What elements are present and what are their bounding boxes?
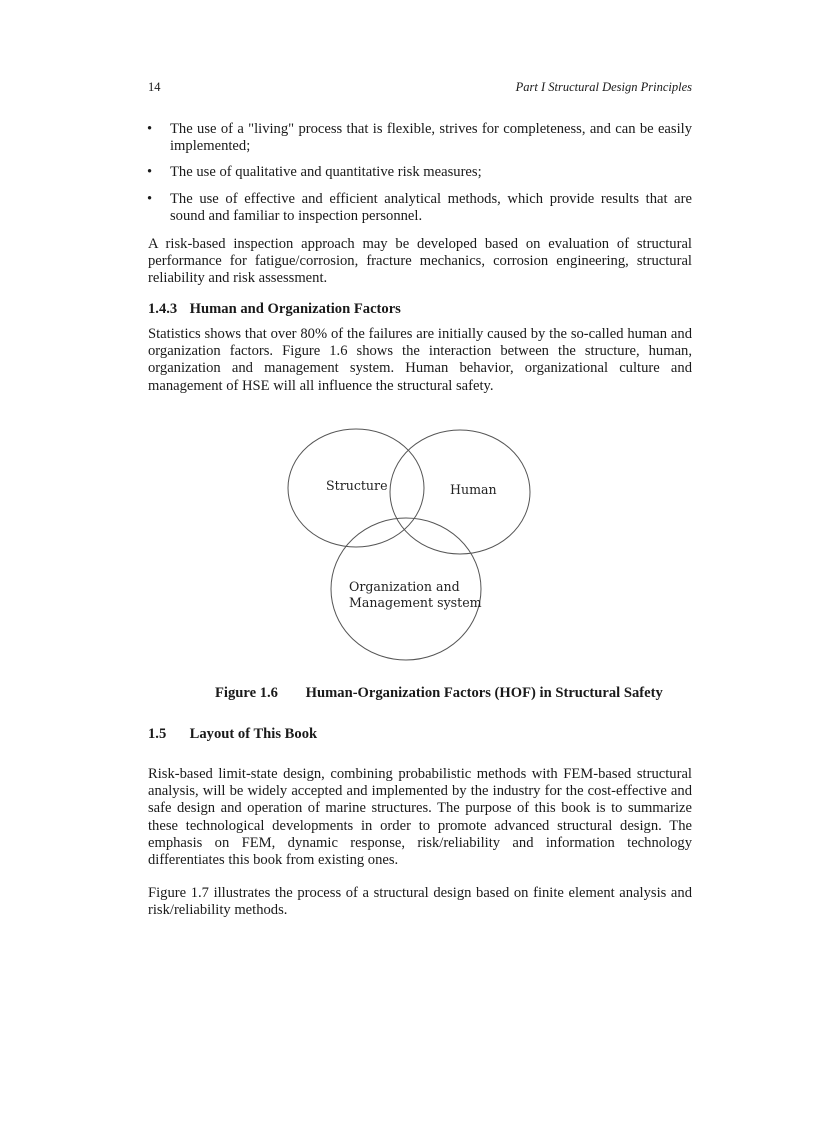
human-circle — [390, 430, 530, 554]
bullet-list — [148, 121, 692, 234]
section-number: 1.5 — [148, 726, 167, 742]
section-heading-1-4-3 — [148, 301, 401, 318]
label-structure: Structure — [326, 478, 388, 493]
paragraph-risk-based-inspection: A risk-based inspection approach may be developed based on evaluation of structural performance for fatigue/corrosion, fracture mechanics, corrosion engineering, structural reliability and risk assessment. — [148, 236, 692, 287]
structure-circle — [288, 429, 424, 547]
bullet-item — [148, 121, 692, 155]
bullet-marker: • — [147, 121, 153, 137]
section-number: 1.4.3 — [148, 301, 178, 317]
label-human: Human — [450, 482, 497, 497]
bullet-text: The use of a "living" process that is flexible, strives for completeness, and can be easily implemented; — [170, 121, 692, 155]
paragraph-figure-1-7-intro: Figure 1.7 illustrates the process of a structural design based on finite element analysis and risk/reliability methods. — [148, 885, 692, 919]
page-number: 14 — [148, 80, 161, 94]
label-organization-line2: Management system — [349, 595, 482, 610]
section-heading-1-5 — [148, 726, 317, 743]
bullet-text: The use of qualitative and quantitative risk measures; — [170, 164, 482, 181]
figure-label: Figure 1.6 — [215, 685, 278, 701]
figure-title: Human-Organization Factors (HOF) in Structural Safety — [305, 685, 663, 701]
figure-caption — [215, 685, 663, 702]
paragraph-hof-intro: Statistics shows that over 80% of the failures are initially caused by the so-called human and organization factors. Figure 1.6 shows the interaction between the structure, human, organization and management system. Human behavior, organizational culture and management of HSE will all influence the structural safety. — [148, 326, 692, 394]
bullet-marker: • — [147, 190, 153, 207]
organization-circle — [331, 518, 481, 660]
bullet-item — [148, 191, 692, 225]
bullet-item — [148, 164, 692, 181]
paragraph-layout-of-book: Risk-based limit-state design, combining probabilistic methods with FEM-based structural analysis, will be widely accepted and implemented by the industry for the cost-effective and safe design and operation of marine structures. The purpose of this book is to summarize these technological developments in order to promote advanced structural design. The emphasis on FEM, dynamic response, risk/reliability and information technology differentiates this book from existing ones. — [148, 766, 692, 869]
section-title: Human and Organization Factors — [189, 301, 401, 317]
bullet-marker: • — [147, 164, 153, 181]
bullet-text: The use of effective and efficient analytical methods, which provide results that are sound and familiar to inspection personnel. — [170, 190, 692, 224]
label-organization-line1: Organization and — [349, 579, 460, 594]
page-header — [148, 80, 692, 96]
running-head: Part I Structural Design Principles — [515, 80, 692, 94]
section-title: Layout of This Book — [189, 726, 318, 742]
